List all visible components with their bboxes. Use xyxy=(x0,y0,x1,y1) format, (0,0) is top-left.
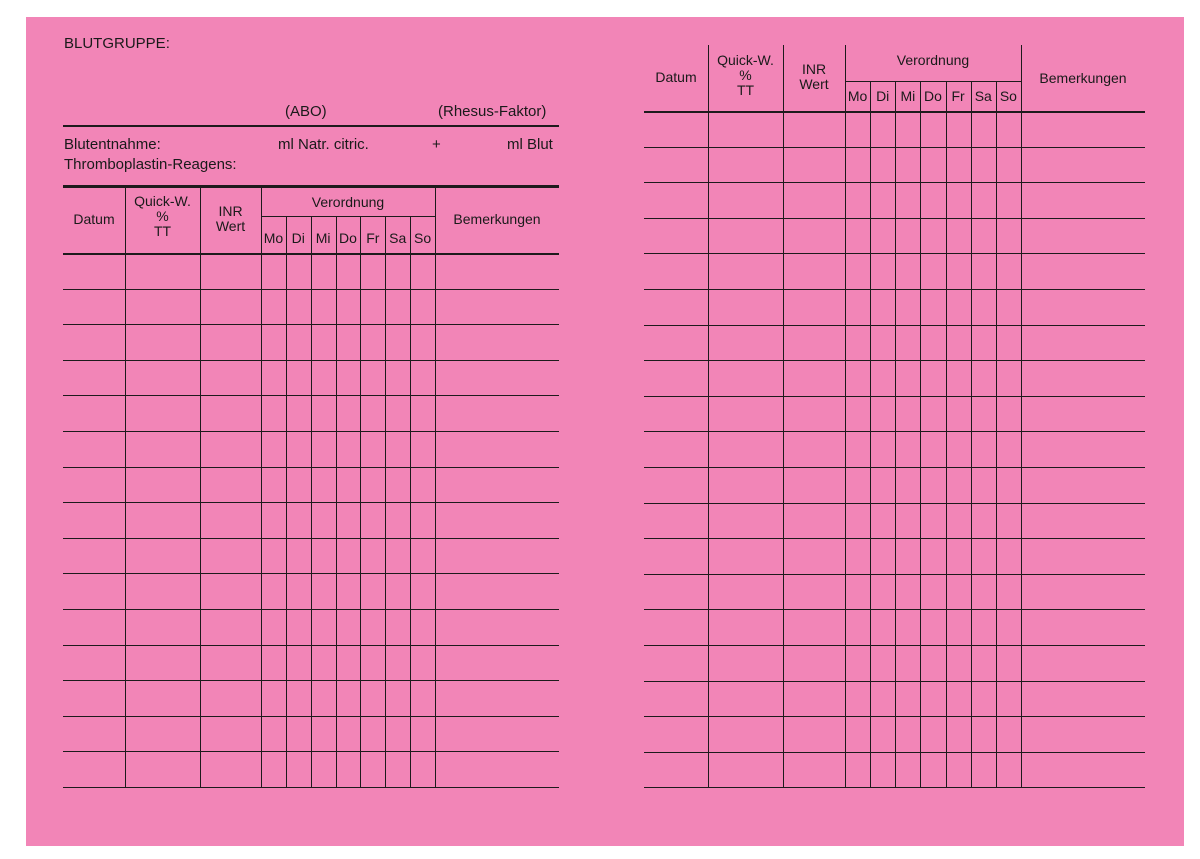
right-header-inr-2: Wert xyxy=(799,76,829,92)
right-column-divider xyxy=(1021,45,1022,787)
right-header-date: Datum xyxy=(655,69,697,85)
left-header-quick-3: TT xyxy=(153,223,172,239)
left-header-inr-1: INR xyxy=(218,203,243,219)
left-day-divider xyxy=(360,216,361,787)
rhesus-label: (Rhesus-Faktor) xyxy=(438,103,547,120)
left-day-divider xyxy=(286,216,287,787)
left-header-day: Do xyxy=(339,230,357,246)
right-header-day: Mi xyxy=(900,88,916,104)
right-prescription-rule xyxy=(845,81,1021,82)
right-day-divider xyxy=(971,81,972,787)
citrate-label: ml Natr. citric. xyxy=(278,136,369,153)
left-header-day: So xyxy=(414,230,432,246)
right-header-day: Di xyxy=(876,88,890,104)
right-header-quick-1: Quick-W. xyxy=(717,52,774,68)
left-header-day: Sa xyxy=(389,230,407,246)
left-header-inr-2: Wert xyxy=(215,218,246,234)
sampling-label: Blutentnahme: xyxy=(64,136,161,153)
left-prescription-rule xyxy=(261,216,435,217)
right-day-divider xyxy=(996,81,997,787)
right-header-inr-1: INR xyxy=(801,61,827,77)
reagent-label: Thromboplastin-Reagens: xyxy=(64,156,237,173)
right-column-divider xyxy=(708,45,709,787)
abo-label: (ABO) xyxy=(285,103,327,120)
left-top-rule xyxy=(63,185,559,188)
left-column-divider xyxy=(261,185,262,787)
right-header-day: Sa xyxy=(974,88,992,104)
left-day-divider xyxy=(385,216,386,787)
right-header-prescription: Verordnung xyxy=(896,52,970,68)
right-column-divider xyxy=(783,45,784,787)
left-day-divider xyxy=(311,216,312,787)
left-day-divider xyxy=(336,216,337,787)
right-header-remarks: Bemerkungen xyxy=(1039,70,1127,86)
right-column-divider xyxy=(845,45,846,787)
blood-ml-label: ml Blut xyxy=(507,136,553,153)
left-header-day: Mi xyxy=(315,230,331,246)
left-header-date: Datum xyxy=(73,211,115,227)
left-column-divider xyxy=(200,185,201,787)
right-header-day: Fr xyxy=(951,88,965,104)
blood-group-label: BLUTGRUPPE: xyxy=(64,35,170,52)
left-header-day: Fr xyxy=(366,230,380,246)
right-header-day: So xyxy=(999,88,1017,104)
left-column-divider xyxy=(125,185,126,787)
left-header-quick-1: Quick-W. xyxy=(134,193,191,209)
left-header-remarks: Bemerkungen xyxy=(453,211,541,227)
right-row-line xyxy=(644,787,1145,788)
right-day-divider xyxy=(920,81,921,787)
right-day-divider xyxy=(946,81,947,787)
left-header-prescription: Verordnung xyxy=(311,194,385,210)
left-header-day: Mo xyxy=(263,230,284,246)
right-day-divider xyxy=(895,81,896,787)
left-row-line xyxy=(63,787,559,788)
left-column-divider xyxy=(435,185,436,787)
right-header-quick-3: TT xyxy=(736,82,755,98)
right-header-day: Mo xyxy=(847,88,868,104)
right-header-quick-2: % xyxy=(739,67,752,83)
left-header-day: Di xyxy=(291,230,305,246)
plus-sign: + xyxy=(432,136,441,153)
right-day-divider xyxy=(870,81,871,787)
left-day-divider xyxy=(410,216,411,787)
blood-group-rule xyxy=(63,125,559,127)
right-header-day: Do xyxy=(924,88,942,104)
left-header-quick-2: % xyxy=(156,208,169,224)
